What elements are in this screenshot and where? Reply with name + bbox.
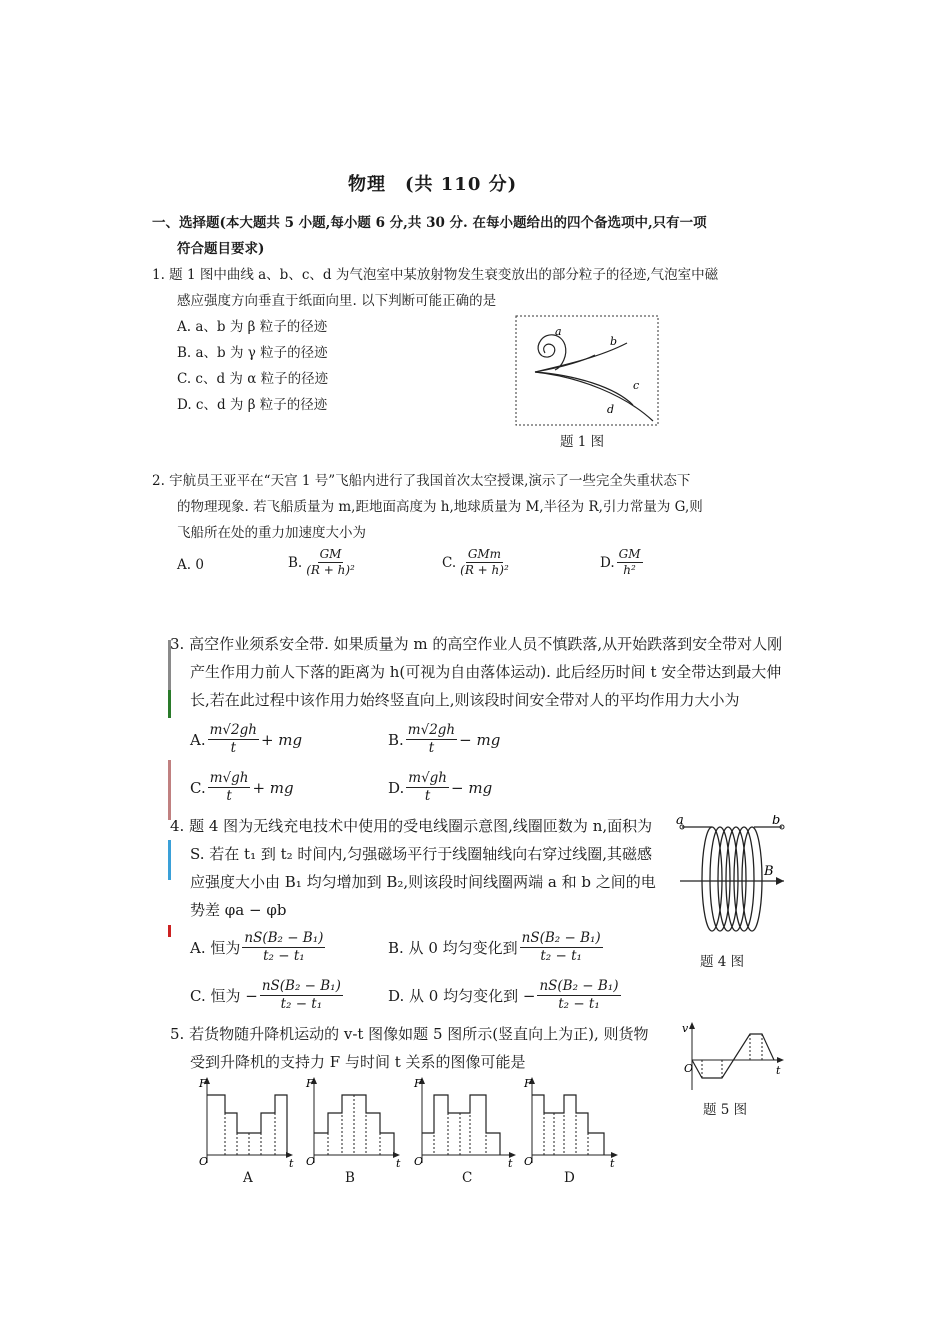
q5-vt-figure	[678, 1020, 788, 1092]
track-a	[538, 335, 566, 370]
q1-figure	[515, 315, 660, 427]
axis-O: O	[524, 1155, 534, 1168]
axis-O: O	[306, 1155, 316, 1168]
page-title: 物理 (共 110 分)	[348, 174, 518, 195]
q5-graph-b-label: B	[345, 1170, 355, 1186]
q4-line2: S. 若在 t₁ 到 t₂ 时间内,匀强磁场平行于线圈轴线向右穿过线圈,其磁感	[190, 845, 652, 863]
section-heading-line2: 符合题目要求)	[177, 241, 265, 257]
q5-line2: 受到升降机的支持力 F 与时间 t 关系的图像可能是	[190, 1053, 526, 1071]
q4-figure-caption: 题 4 图	[700, 954, 745, 970]
q3-line2: 产生作用力前人下落的距离为 h(可视为自由落体运动). 此后经历时间 t 安全带达到最大伸	[190, 663, 782, 681]
q5-graph-b	[302, 1075, 402, 1170]
label-O: O	[684, 1062, 694, 1075]
margin-bar	[168, 840, 171, 880]
q5-graph-a-label: A	[243, 1170, 253, 1186]
label-t: t	[776, 1064, 781, 1077]
label-b: b	[772, 815, 781, 828]
margin-bar	[168, 690, 171, 718]
q2-option-b: B. $\frac{GM}{\text{(R + h)²}}$	[288, 547, 355, 577]
q2-option-a: A. 0	[177, 557, 204, 573]
q3-option-a: A. $\frac{m√2gh}{t}$ + mg	[190, 722, 303, 756]
axis-F: F	[524, 1077, 532, 1090]
q1-option-c: C. c、d 为 α 粒子的径迹	[177, 371, 329, 387]
q5-line1: 5. 若货物随升降机运动的 v-t 图像如题 5 图所示(竖直向上为正), 则货物	[170, 1025, 649, 1043]
track-c	[535, 372, 633, 405]
q2-line2: 的物理现象. 若飞船质量为 m,距地面高度为 h,地球质量为 M,半径为 R,引力常量为 G,则	[177, 499, 703, 515]
q4-line4: 势差 φa − φb	[190, 901, 287, 919]
margin-bar	[168, 760, 171, 820]
axis-F: F	[306, 1077, 314, 1090]
q1-option-b: B. a、b 为 γ 粒子的径迹	[177, 345, 328, 361]
q4-line3: 应强度大小由 B₁ 均匀增加到 B₂,则该段时间线圈两端 a 和 b 之间的电	[190, 873, 656, 891]
label-B: B	[764, 864, 774, 879]
q4-line1: 4. 题 4 图为无线充电技术中使用的受电线圈示意图,线圈匝数为 n,面积为	[170, 817, 653, 835]
q2-option-d: D. $\frac{GM}{\text{h²}}$	[600, 547, 641, 577]
axis-O: O	[199, 1155, 209, 1168]
label-a: a	[555, 325, 562, 338]
axis-t: t	[508, 1157, 513, 1170]
q3-line1: 3. 高空作业须系安全带. 如果质量为 m 的高空作业人员不慎跌落,从开始跌落到安全带对人刚	[170, 635, 783, 653]
axis-F: F	[414, 1077, 422, 1090]
section-heading-line1: 一、选择题(本大题共 5 小题,每小题 6 分,共 30 分. 在每小题给出的四个备选项中,只有一项	[152, 215, 707, 231]
q4-option-d: D. 从 0 均匀变化到 − $\frac{\text{nS(B₂ − B₁)}}{\text{t₂ − t₁}}$	[388, 978, 619, 1012]
q3-option-d: D. $\frac{m√gh}{t}$ − mg	[388, 770, 493, 804]
q2-line1: 2. 宇航员王亚平在“天宫 1 号”飞船内进行了我国首次太空授课,演示了一些完全失重状态下	[152, 473, 691, 489]
q3-line3: 长,若在此过程中该作用力始终竖直向上,则该段时间安全带对人的平均作用力大小为	[190, 691, 740, 709]
axis-t: t	[289, 1157, 294, 1170]
label-b: b	[610, 335, 618, 348]
q4-coil-figure	[672, 815, 792, 940]
axis-O: O	[414, 1155, 424, 1168]
q5-graph-a	[195, 1075, 295, 1170]
label-v: v	[682, 1022, 689, 1035]
axis-F: F	[199, 1077, 207, 1090]
q1-line1: 1. 题 1 图中曲线 a、b、c、d 为气泡室中某放射物发生衰变放出的部分粒子的径迹,气泡室中磁	[152, 267, 719, 283]
margin-bar	[168, 925, 171, 937]
q1-figure-caption: 题 1 图	[560, 434, 605, 450]
q5-graph-d	[520, 1075, 620, 1170]
label-a: a	[676, 815, 684, 828]
q1-option-d: D. c、d 为 β 粒子的径迹	[177, 397, 328, 413]
q4-option-c: C. 恒为 − $\frac{\text{nS(B₂ − B₁)}}{\text{t₂ − t₁}}$	[190, 978, 341, 1012]
q5-graph-c	[410, 1075, 518, 1170]
q4-option-a: A. 恒为 $\frac{\text{nS(B₂ − B₁)}}{\text{t₂ − t₁}}$	[190, 930, 324, 964]
q2-line3: 飞船所在处的重力加速度大小为	[177, 525, 366, 541]
q1-option-a: A. a、b 为 β 粒子的径迹	[177, 319, 328, 335]
q5-graph-c-label: C	[462, 1170, 473, 1186]
label-d: d	[607, 403, 615, 416]
label-c: c	[633, 379, 640, 392]
q4-option-b: B. 从 0 均匀变化到 $\frac{\text{nS(B₂ − B₁)}}{\text{t₂ − t₁}}$	[388, 930, 601, 964]
q2-option-c: C. $\frac{\text{GMm}}{\text{(R + h)²}}$	[442, 547, 509, 577]
axis-t: t	[610, 1157, 615, 1170]
q3-option-c: C. $\frac{m√gh}{t}$ + mg	[190, 770, 294, 804]
q5-graph-d-label: D	[564, 1170, 575, 1186]
q3-option-b: B. $\frac{m√2gh}{t}$ − mg	[388, 722, 501, 756]
axis-t: t	[396, 1157, 401, 1170]
q5-figure-caption: 题 5 图	[703, 1102, 748, 1118]
q1-line2: 感应强度方向垂直于纸面向里. 以下判断可能正确的是	[177, 293, 497, 309]
